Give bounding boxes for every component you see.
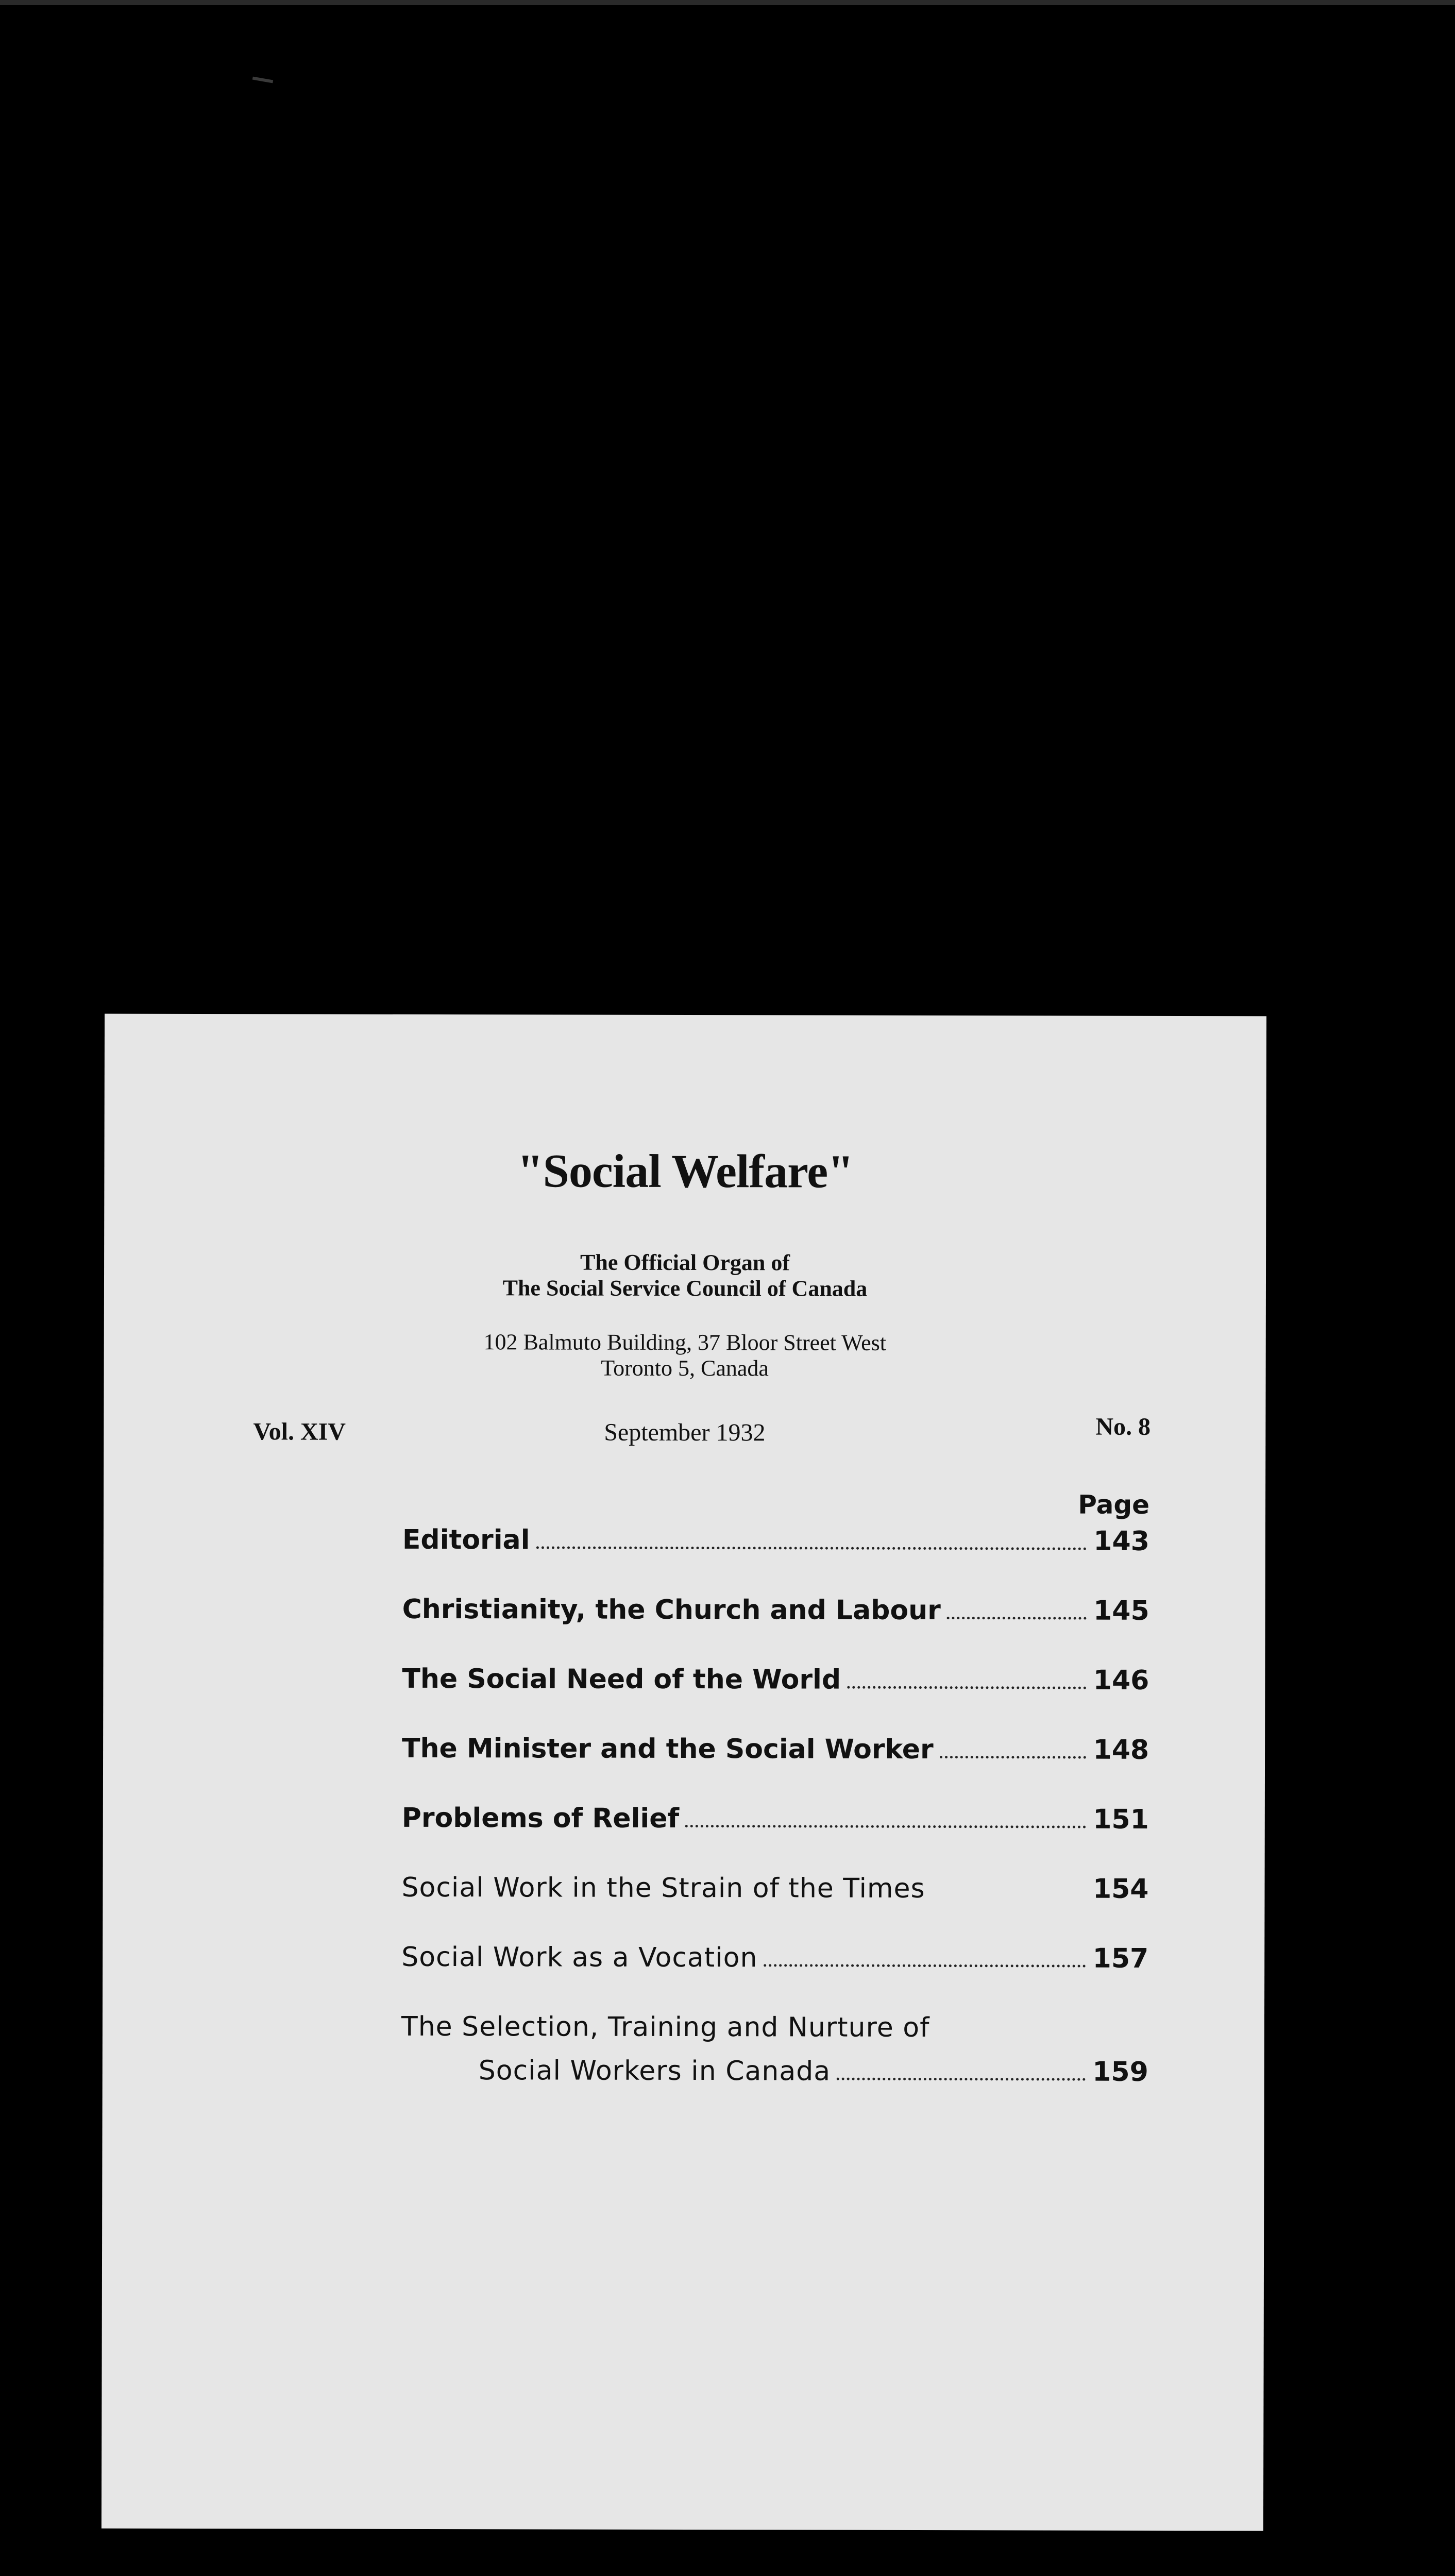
toc-entry-title: Christianity, the Church and Labour xyxy=(402,1594,941,1626)
subtitle-line-2: The Social Service Council of Canada xyxy=(502,1275,868,1301)
toc-entry xyxy=(402,1524,1149,1557)
document-page xyxy=(101,1014,1266,2531)
issue-date: September 1932 xyxy=(604,1418,766,1447)
toc-entry xyxy=(402,1594,1149,1626)
toc-entry-page: 146 xyxy=(1093,1665,1149,1696)
toc-page-header: Page xyxy=(1078,1489,1150,1520)
toc-entry-title: Social Work in the Strain of the Times xyxy=(401,1872,925,1904)
toc-leader-dots xyxy=(536,1546,1086,1550)
toc-entry-title: Social Workers in Canada xyxy=(478,2055,831,2087)
toc-entry-page: 157 xyxy=(1092,1943,1149,1974)
toc-entry xyxy=(402,1733,1149,1766)
volume-label: Vol. XIV xyxy=(253,1418,346,1446)
toc-leader-dots xyxy=(764,1964,1086,1967)
toc-entry xyxy=(401,2011,1148,2044)
toc-entry-title: The Selection, Training and Nurture of xyxy=(401,2011,930,2043)
toc-entry xyxy=(402,1803,1149,1835)
table-of-contents xyxy=(401,1489,1150,2088)
toc-leader-dots xyxy=(947,1617,1087,1620)
issue-number: No. 8 xyxy=(1095,1413,1151,1440)
toc-entry-title: Problems of Relief xyxy=(401,1802,680,1834)
toc-entry xyxy=(401,1872,1148,1905)
toc-entry-title: Editorial xyxy=(402,1524,530,1556)
toc-entry-page: 145 xyxy=(1093,1595,1149,1626)
toc-entry-page: 159 xyxy=(1092,2056,1148,2088)
toc-entry-page: 148 xyxy=(1093,1734,1149,1766)
toc-entry-title: The Minister and the Social Worker xyxy=(402,1733,934,1766)
magazine-title: "Social Welfare" xyxy=(517,1144,854,1198)
subtitle-line-1: The Official Organ of xyxy=(580,1249,790,1276)
toc-leader-dots xyxy=(837,2077,1086,2080)
film-edge xyxy=(0,0,1455,5)
toc-leader-dots xyxy=(940,1756,1086,1759)
toc-leader-dots xyxy=(685,1825,1086,1828)
toc-leader-dots xyxy=(847,1686,1086,1689)
toc-entry-page: 151 xyxy=(1093,1804,1149,1835)
toc-entry-title: The Social Need of the World xyxy=(402,1663,841,1696)
address-line-2: Toronto 5, Canada xyxy=(601,1355,769,1381)
toc-entry xyxy=(402,1664,1149,1696)
toc-entry-page: 154 xyxy=(1092,1873,1149,1905)
film-speck xyxy=(252,77,273,83)
address-line-1: 102 Balmuto Building, 37 Bloor Street West xyxy=(483,1329,887,1355)
toc-entry xyxy=(479,2055,1148,2088)
toc-entry xyxy=(401,1942,1148,1974)
toc-entry-title: Social Work as a Vocation xyxy=(401,1941,758,1974)
toc-entry-page: 143 xyxy=(1093,1526,1150,1557)
